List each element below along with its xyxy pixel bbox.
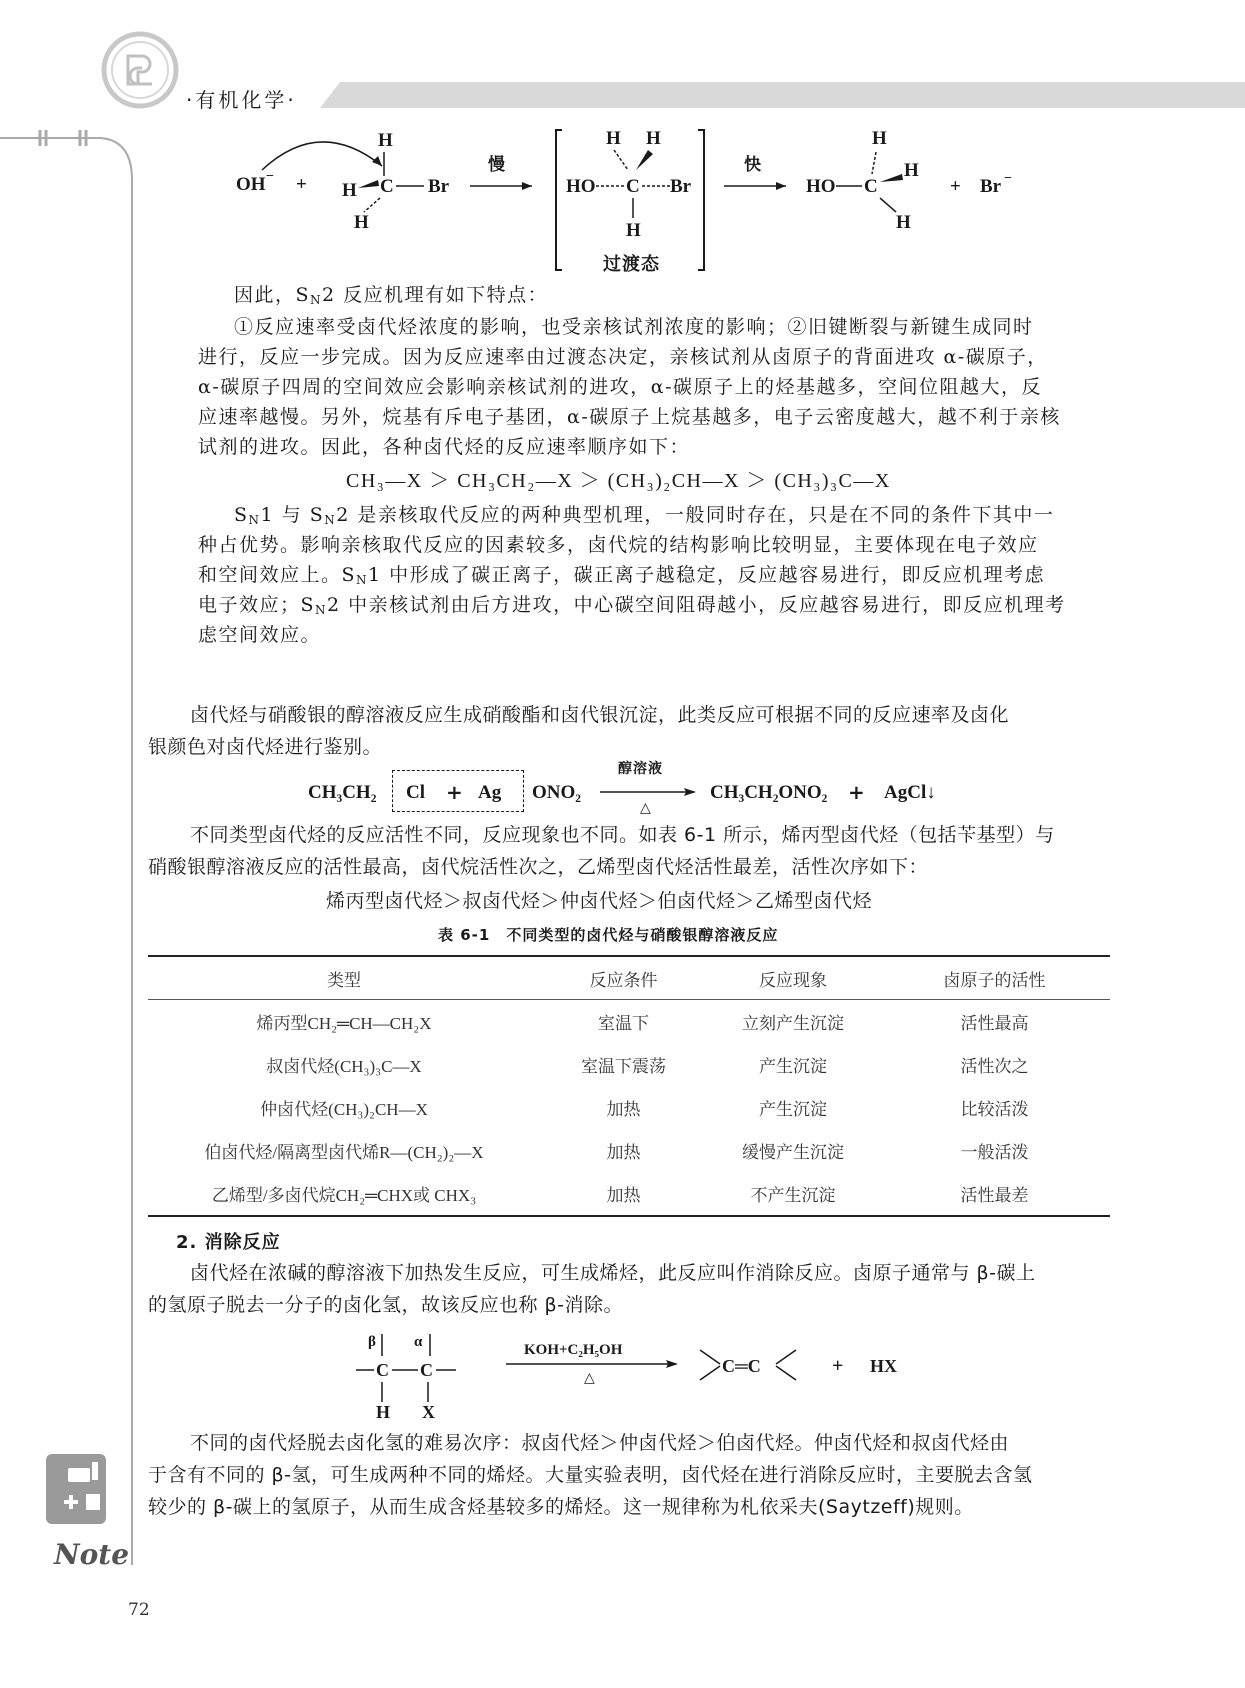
agno3-para-line-2: 银颜色对卤代烃进行鉴别。 <box>148 736 383 758</box>
cell-condition: 室温下震荡 <box>581 1057 666 1076</box>
sn1-sn2-line-3: 和空间效应上。$S_N1$ 中形成了碳正离子，碳正离子越稳定，反应越容易进行，即反应机理考虑 <box>198 564 1046 587</box>
cell-condition: 加热 <box>606 1100 641 1119</box>
svg-text:H: H <box>872 128 887 149</box>
cell-type: 乙烯型/多卤代烷CH₂═CHX或 CHX₃ <box>148 1172 540 1216</box>
col-type: 类型 <box>148 956 540 1000</box>
cell-phenomenon: 不产生沉淀 <box>707 1172 879 1216</box>
cell-phenomenon: 产生沉淀 <box>759 1100 827 1119</box>
sn2-para-line-5: 试剂的进攻。因此，各种卤代烃的反应速率顺序如下： <box>198 436 691 458</box>
activity-order: 烯丙型卤代烃＞叔卤代烃＞仲卤代烃＞伯卤代烃＞乙烯型卤代烃 <box>326 890 873 912</box>
elimination-equation <box>0 1318 1245 1418</box>
transition-state-caption: 过渡态 <box>603 254 660 275</box>
rate-order-formula: CH₃—X ＞ CH₃CH₂—X ＞ (CH₃)₂CH—X ＞ (CH₃)₃C—X <box>346 470 891 492</box>
sn2-intro: 因此，$S_N2$ 反应机理有如下特点： <box>234 284 549 307</box>
chloride: Cl <box>406 782 425 803</box>
oh-nucleophile: OH <box>236 174 266 195</box>
cell-activity: 一般活泼 <box>960 1143 1029 1162</box>
arrow-heat: △ <box>584 1371 595 1386</box>
logo-icon <box>104 34 176 106</box>
table-header-row <box>148 956 1110 1000</box>
sn2-para-line-4: 应速率越慢。另外，烷基有斥电子基团，α-碳原子上烷基越多，电子云密度越大，越不利于亲核 <box>198 406 1061 428</box>
arrow-below: △ <box>640 800 651 816</box>
cell-type: 叔卤代烃(CH₃)₃C—X <box>266 1057 422 1076</box>
saytzeff-para-line-2: 于含有不同的 β-氢，可生成两种不同的烯烃。大量实验表明，卤代烃在进行消除反应时，主要脱去含氢 <box>148 1464 1033 1486</box>
svg-text:Br: Br <box>428 176 450 197</box>
svg-text:H: H <box>342 180 357 201</box>
svg-text:H: H <box>606 128 621 149</box>
arrow-reagent: KOH+C₂H₅OH <box>524 1342 623 1358</box>
ethyl-group: CH₃CH₂ <box>308 782 377 803</box>
col-phenomenon: 反应现象 <box>707 956 879 1000</box>
svg-text:C: C <box>864 176 878 197</box>
sn2-para-line-2: 进行，反应一步完成。因为反应速率由过渡态决定，亲核试剂从卤原子的背面进攻 α-碳原子， <box>198 346 1048 368</box>
cell-phenomenon: 缓慢产生沉淀 <box>742 1143 844 1162</box>
cell-condition: 加热 <box>540 1172 707 1216</box>
ethyl-nitrate: CH₃CH₂ONO₂ <box>710 782 828 803</box>
halide-reactivity-table <box>148 955 1110 1217</box>
table-row <box>148 1086 1110 1129</box>
sn1-sn2-line-1: $S_N1$ 与 $S_N2$ 是亲核取代反应的两种典型机理，一般同时存在，只是在不同的条件下其中一 <box>234 504 1055 527</box>
beta-hydrogen: H <box>376 1402 391 1418</box>
note-icon <box>46 1454 106 1524</box>
table-row <box>148 1129 1110 1172</box>
col-condition: 反应条件 <box>540 956 707 1000</box>
plus-product: + <box>848 780 865 804</box>
running-title: ·有机化学· <box>186 88 297 112</box>
svg-text:Br: Br <box>670 176 692 197</box>
agno3-equation <box>0 761 1245 816</box>
svg-text:H: H <box>378 130 393 151</box>
note-label: Note <box>54 1538 130 1571</box>
alkene: C═C <box>722 1356 761 1376</box>
saytzeff-para-line-1: 不同的卤代烃脱去卤化氢的难易次序：叔卤代烃＞仲卤代烃＞伯卤代烃。仲卤代烃和叔卤代烃由 <box>190 1432 1010 1454</box>
cell-type: 伯卤代烃/隔离型卤代烯R—(CH₂)₂—X <box>204 1143 484 1162</box>
sn2-para-line-1: ①反应速率受卤代烃浓度的影响，也受亲核试剂浓度的影响；②旧键断裂与新键生成同时 <box>234 316 1034 338</box>
plus-ag: + <box>446 780 463 804</box>
svg-text:−: − <box>1004 171 1012 186</box>
agno3-para-line-1: 卤代烃与硝酸银的醇溶液反应生成硝酸酯和卤代银沉淀，此类反应可根据不同的反应速率及卤化 <box>190 704 1010 726</box>
cell-activity: 活性最差 <box>879 1172 1110 1216</box>
cell-phenomenon: 立刻产生沉淀 <box>742 1014 844 1033</box>
bromide: Br <box>980 176 1002 197</box>
plus-2: + <box>950 176 961 197</box>
table-row <box>148 1172 1110 1216</box>
table-caption: 表 6-1 不同类型的卤代烃与硝酸银醇溶液反应 <box>438 926 779 944</box>
svg-text:HO: HO <box>566 176 596 197</box>
silver: Ag <box>478 782 502 803</box>
svg-text:C: C <box>420 1360 433 1380</box>
silver-chloride: AgCl↓ <box>884 782 936 803</box>
fast-label: 快 <box>744 155 761 174</box>
svg-text:H: H <box>896 212 911 233</box>
oh-charge: − <box>266 169 274 184</box>
cell-type: 仲卤代烃(CH₃)₂CH—X <box>260 1100 428 1119</box>
svg-text:HO: HO <box>806 176 836 197</box>
svg-text:H: H <box>626 220 641 241</box>
arrow-above: 醇溶液 <box>618 761 663 777</box>
halogen: X <box>422 1402 435 1418</box>
cell-type: 烯丙型CH₂═CH—CH₂X <box>256 1014 432 1033</box>
cell-activity: 活性次之 <box>960 1057 1029 1076</box>
plus-hx: + <box>832 1355 844 1377</box>
cell-phenomenon: 产生沉淀 <box>759 1057 827 1076</box>
page-number: 72 <box>128 1600 150 1620</box>
sn1-sn2-line-2: 种占优势。影响亲核取代反应的因素较多，卤代烷的结构影响比较明显，主要体现在电子效应 <box>198 534 1039 556</box>
plus-1: + <box>296 174 307 195</box>
saytzeff-para-line-3: 较少的 β-碳上的氢原子，从而生成含烃基较多的烯烃。这一规律称为札依采夫(Saytzeff)规则。 <box>148 1496 974 1518</box>
svg-text:H: H <box>646 128 661 149</box>
svg-text:H: H <box>354 212 369 233</box>
table-row <box>148 1043 1110 1086</box>
sn1-sn2-line-5: 虑空间效应。 <box>198 624 322 646</box>
reactivity-para-line-1: 不同类型卤代烃的反应活性不同，反应现象也不同。如表 6-1 所示，烯丙型卤代烃（包括苄基型）与 <box>190 824 1055 846</box>
cell-condition: 加热 <box>606 1143 641 1162</box>
cell-condition: 室温下 <box>598 1014 649 1033</box>
reactivity-para-line-2: 硝酸银醇溶液反应的活性最高，卤代烷活性次之，乙烯型卤代烃活性最差，活性次序如下： <box>148 856 929 878</box>
beta-label: β <box>368 1334 376 1350</box>
elim-para-line-1: 卤代烃在浓碱的醇溶液下加热发生反应，可生成烯烃，此反应叫作消除反应。卤原子通常与 β-碳上 <box>190 1262 1036 1284</box>
sn1-sn2-line-4: 电子效应；$S_N2$ 中亲核试剂由后方进攻，中心碳空间阻碍越小，反应越容易进行，即反应机理考 <box>198 594 1066 617</box>
cell-activity: 比较活泼 <box>960 1100 1029 1119</box>
alpha-label: α <box>414 1334 423 1350</box>
svg-text:C: C <box>376 1360 389 1380</box>
elim-para-line-2: 的氢原子脱去一分子的卤化氢，故该反应也称 β-消除。 <box>148 1294 624 1316</box>
col-activity: 卤原子的活性 <box>879 956 1110 1000</box>
nitrate: ONO₂ <box>532 782 581 803</box>
svg-text:H: H <box>904 160 919 181</box>
sn2-para-line-3: α-碳原子四周的空间效应会影响亲核试剂的进攻，α-碳原子上的烃基越多，空间位阻越大，反 <box>198 376 1043 398</box>
hydrogen-halide: HX <box>870 1356 897 1376</box>
cell-activity: 活性最高 <box>960 1014 1029 1033</box>
svg-text:C: C <box>626 176 640 197</box>
table-row <box>148 1000 1110 1044</box>
section-title: 2. 消除反应 <box>176 1232 281 1253</box>
svg-text:C: C <box>380 176 394 197</box>
header-bar <box>320 82 1245 108</box>
slow-label: 慢 <box>488 155 505 174</box>
